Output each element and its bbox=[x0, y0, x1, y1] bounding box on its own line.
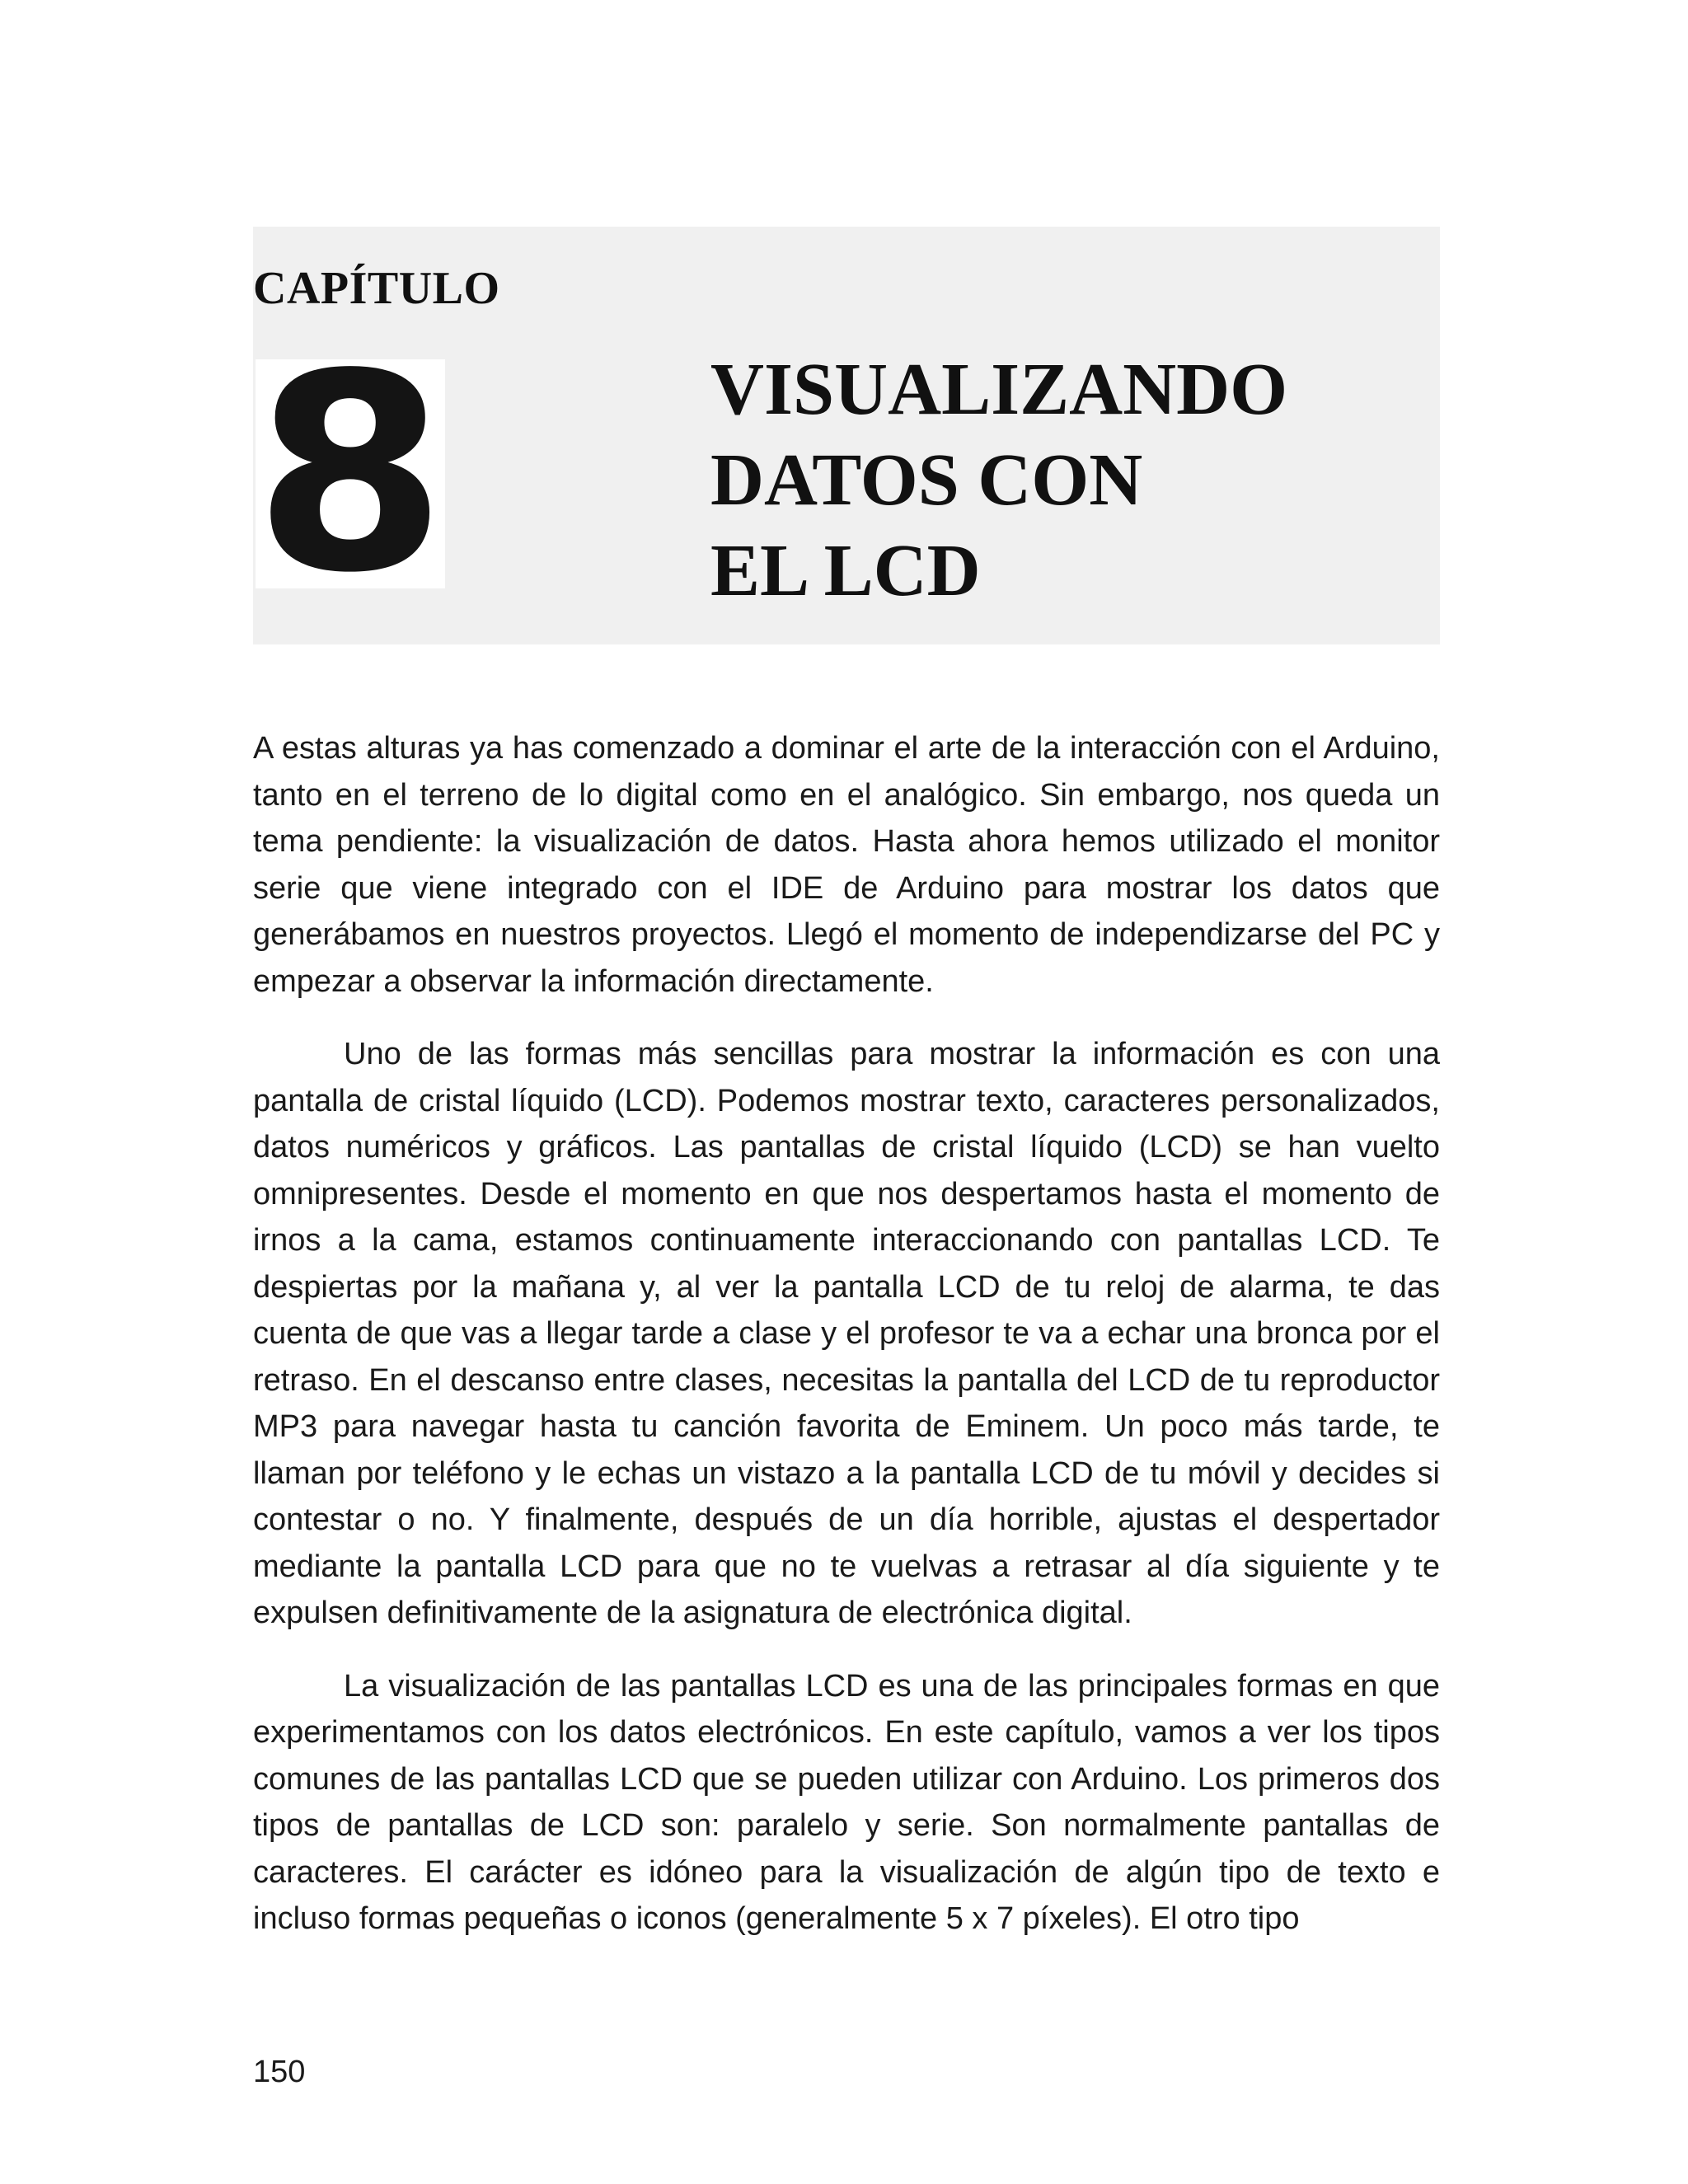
chapter-title-line: EL LCD bbox=[710, 530, 981, 612]
paragraph: La visualización de las pantallas LCD es una de las principales formas en que experimentamos con los datos electrónicos. En este capítulo, vamos a ver los tipos comunes de las pantallas LCD que se pueden utilizar con Arduino. Los primeros dos tipos de pantallas de LCD son: paralelo y serie. Son normalmente pantallas de caracteres. El carácter es idóneo para la visualización de algún tipo de texto e incluso formas pequeñas o iconos (generalmente 5 x 7 píxeles). El otro tipo bbox=[253, 1668, 1440, 1936]
paragraph: A estas alturas ya has comenzado a dominar el arte de la interacción con el Arduino, tanto en el terreno de lo digital como en el analógico. Sin embargo, nos queda un tema pendiente: la visualización de datos. Hasta ahora hemos utilizado el monitor serie que viene integrado con el IDE de Arduino para mostrar los datos que generábamos en nuestros proyectos. Llegó el momento de independizarse del PC y empezar a observar la información directamente. bbox=[253, 731, 1440, 999]
chapter-number-badge bbox=[253, 316, 448, 632]
paragraph: Uno de las formas más sencillas para mostrar la información es con una pantalla de cristal líquido (LCD). Podemos mostrar texto, caracteres personalizados, datos numéricos y gráficos. Las pantallas de cristal líquido (LCD) se han vuelto omnipresentes. Desde el momento en que nos despertamos hasta el momento de irnos a la cama, estamos continuamente interaccionando con pantallas LCD. Te despiertas por la mañana y, al ver la pantalla LCD de tu reloj de alarma, te das cuenta de que vas a llegar tarde a clase y el profesor te va a echar una bronca por el retraso. En el descanso entre clases, necesitas la pantalla del LCD de tu reproductor MP3 para navegar hasta tu canción favorita de Eminem. Un poco más tarde, te llaman por teléfono y le echas un vistazo a la pantalla LCD de tu móvil y decides si contestar o no. Y finalmente, después de un día horrible, ajustas el despertador mediante la pantalla LCD para que no te vuelvas a retrasar al día siguiente y te expulsen definitivamente de la asignatura de electrónica digital. bbox=[253, 1037, 1440, 1630]
body-text bbox=[253, 725, 1440, 1969]
chapter-title-line: DATOS CON bbox=[710, 439, 1143, 521]
chapter-number: 8 bbox=[253, 316, 448, 632]
chapter-title bbox=[710, 344, 1287, 616]
chapter-label: CAPÍTULO bbox=[253, 263, 500, 314]
page-number: 150 bbox=[253, 2055, 306, 2089]
chapter-title-line: VISUALIZANDO bbox=[710, 349, 1288, 430]
